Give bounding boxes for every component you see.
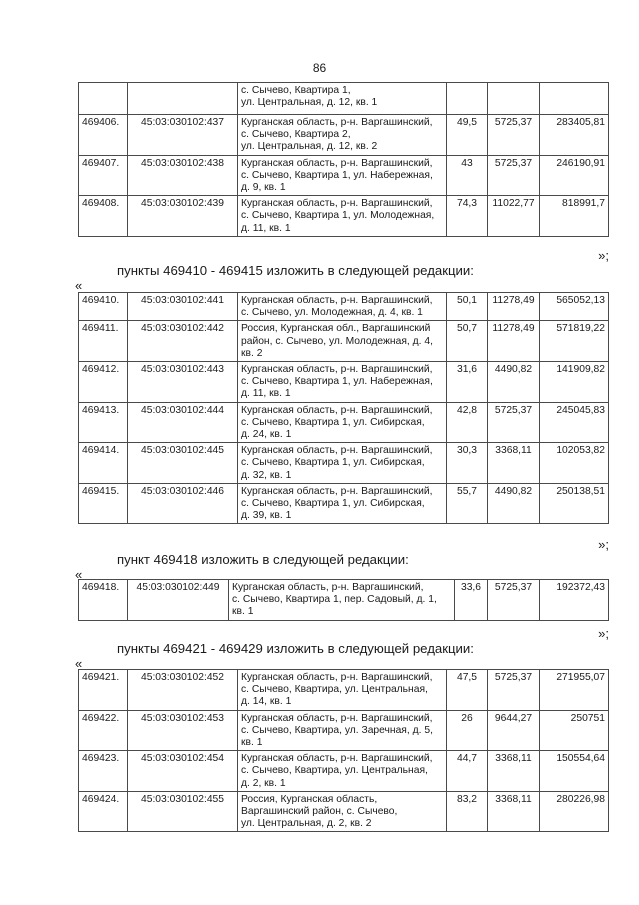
cadastral-cost-cell: 250138,51 [540,483,609,524]
area-cell: 50,7 [447,321,488,362]
address-line: с. Сычево, Квартира 1, ул. Сибирская, [241,498,425,510]
cadastral-cost-cell: 102053,82 [540,443,609,484]
cadastral-cost-cell: 818991,7 [540,196,609,237]
cadastral-number-cell: 45:03:030102:455 [128,791,238,832]
cadastral-number-cell: 45:03:030102:445 [128,443,238,484]
section-heading: пункты 469410 - 469415 изложить в следующей редакции: [117,263,474,278]
address-line: с. Сычево, Квартира 1, ул. Сибирская, [241,457,425,469]
cadastral-price-cell: 4490,82 [488,483,540,524]
row-number-cell: 469423. [79,751,128,792]
address-cell [238,483,447,524]
cadastral-price-cell: 9644,27 [488,710,540,751]
table-row [79,443,609,484]
area-cell: 31,6 [447,362,488,403]
cadastral-cost-cell: 150554,64 [540,751,609,792]
address-line: с. Сычево, Квартира, ул. Центральная, [241,684,428,696]
area-cell: 44,7 [447,751,488,792]
address-line: Курганская область, р-н. Варгашинский, [241,672,433,683]
address-line: Курганская область, р-н. Варгашинский, [241,753,433,765]
table-row [79,791,609,832]
row-number-cell: 469414. [79,443,128,484]
area-cell: 26 [447,710,488,751]
address-cell [238,751,447,792]
address-line: ул. Центральная, д. 12, кв. 2 [241,141,378,153]
address-line: Курганская область, р-н. Варгашинский, [241,485,433,497]
cadastral-cell [128,83,238,115]
table-row [79,196,609,237]
address-line: Варгашинский район, с. Сычево, [241,806,398,818]
area-cell: 30,3 [447,443,488,484]
address-line: с. Сычево, Квартира 1, ул. Сибирская, [241,416,425,428]
address-line: Курганская область, р-н. Варгашинский, [241,404,433,416]
cadastral-number-cell: 45:03:030102:443 [128,362,238,403]
row-number-cell: 469413. [79,402,128,443]
cadastral-number-cell: 45:03:030102:454 [128,751,238,792]
cadastral-number-cell: 45:03:030102:453 [128,710,238,751]
address-line: д. 2, кв. 1 [241,777,286,789]
address-line: с. Сычево, Квартира, ул. Центральная, [241,765,428,777]
row-number-cell: 469410. [79,293,128,321]
cadastral-price-cell: 11278,49 [488,293,540,321]
address-cell [238,791,447,832]
closing-quote: »; [598,626,609,641]
cadastral-number-cell: 45:03:030102:441 [128,293,238,321]
address-line: Россия, Курганская обл., Варгашинский [241,323,431,335]
address-cell [238,115,447,156]
cadastral-number-cell: 45:03:030102:439 [128,196,238,237]
area-cell: 50,1 [447,293,488,321]
table-row [79,670,609,711]
address-cell [238,402,447,443]
row-number-cell: 469415. [79,483,128,524]
address-line: д. 32, кв. 1 [241,469,292,481]
cadastral-price-cell: 5725,37 [488,155,540,196]
address-line: с. Сычево, Квартира, ул. Заречная, д. 5, [241,724,433,736]
address-line: кв. 1 [232,606,254,618]
row-number-cell: 469421. [79,670,128,711]
table-row [79,155,609,196]
closing-quote: »; [598,248,609,263]
cadastral-number-cell: 45:03:030102:449 [128,580,229,621]
area-cell: 49,5 [447,115,488,156]
address-line: с. Сычево, ул. Молодежная, д. 4, кв. 1 [241,307,423,319]
address-line: Курганская область, р-н. Варгашинский, [241,712,433,724]
page-number: 86 [312,61,327,75]
cadastral-cost-cell: 250751 [540,710,609,751]
cadastral-cost-cell: 141909,82 [540,362,609,403]
cadastral-number-cell: 45:03:030102:442 [128,321,238,362]
cadastral-number-cell: 45:03:030102:452 [128,670,238,711]
cadastral-price-cell: 5725,37 [488,115,540,156]
table-row [79,483,609,524]
address-cell [238,443,447,484]
cadastral-number-cell: 45:03:030102:437 [128,115,238,156]
address-line: с. Сычево, Квартира 1, [241,85,351,96]
cadastral-cost-cell: 571819,22 [540,321,609,362]
closing-quote: »; [598,537,609,552]
address-cell [229,580,455,621]
table-row [79,321,609,362]
table-row [79,580,609,621]
cadastral-cost-cell: 246190,91 [540,155,609,196]
address-cell [238,293,447,321]
table-row [79,710,609,751]
address-line: д. 14, кв. 1 [241,696,292,708]
cadastral-price-cell: 3368,11 [488,791,540,832]
address-line: д. 9, кв. 1 [241,182,286,194]
address-line: д. 39, кв. 1 [241,510,292,522]
area-cell: 83,2 [447,791,488,832]
address-cell [238,155,447,196]
address-line: кв. 1 [241,737,263,749]
address-line: с. Сычево, Квартира 1, ул. Молодежная, [241,210,435,222]
section-heading: пункты 469421 - 469429 изложить в следующей редакции: [117,641,474,656]
address-line: д. 11, кв. 1 [241,222,291,234]
address-line: д. 24, кв. 1 [241,429,292,441]
property-table-3 [78,579,609,621]
address-cell [238,710,447,751]
address-cell [238,83,447,115]
address-line: кв. 2 [241,347,263,359]
property-table-4 [78,669,609,832]
cadastral-price-cell: 11022,77 [488,196,540,237]
cadastral-price-cell: 3368,11 [488,751,540,792]
table-row [79,362,609,403]
address-line: ул. Центральная, д. 2, кв. 2 [241,818,372,830]
address-line: Курганская область, р-н. Варгашинский, [241,295,433,306]
cadastral-price-cell: 4490,82 [488,362,540,403]
cadastral-number-cell: 45:03:030102:444 [128,402,238,443]
table-row [79,402,609,443]
area-cell: 47,5 [447,670,488,711]
address-line: Курганская область, р-н. Варгашинский, [232,582,424,593]
cadastral-cost-cell: 565052,13 [540,293,609,321]
cadastral-price-cell: 11278,49 [488,321,540,362]
address-line: Курганская область, р-н. Варгашинский, [241,445,433,457]
row-number-cell: 469411. [79,321,128,362]
address-line: с. Сычево, Квартира 1, ул. Набережная, [241,169,433,181]
area-cell: 74,3 [447,196,488,237]
table-row [79,115,609,156]
num-cell [79,83,128,115]
area-cell: 55,7 [447,483,488,524]
table-row [79,751,609,792]
address-line: Россия, Курганская область, [241,793,378,805]
cadastral-price-cell: 5725,37 [488,402,540,443]
address-cell [238,362,447,403]
address-cell [238,196,447,237]
opening-quote: « [75,656,83,671]
row-number-cell: 469408. [79,196,128,237]
table-row [79,83,609,115]
address-line: с. Сычево, Квартира 2, [241,129,351,141]
address-line: Курганская область, р-н. Варгашинский, [241,364,433,376]
address-line: ул. Центральная, д. 12, кв. 1 [241,97,378,109]
cadastral-price-cell: 3368,11 [488,443,540,484]
opening-quote: « [75,567,83,582]
cadastral-cost-cell: 192372,43 [540,580,609,621]
cadastral-cost-cell: 283405,81 [540,115,609,156]
address-line: д. 11, кв. 1 [241,388,291,400]
property-table-2 [78,292,609,524]
cadastral-price-cell: 5725,37 [488,580,540,621]
cadastral-number-cell: 45:03:030102:446 [128,483,238,524]
price-cell [488,83,540,115]
address-line: Курганская область, р-н. Варгашинский, [241,157,433,169]
row-number-cell: 469418. [79,580,128,621]
address-line: с. Сычево, Квартира 1, пер. Садовый, д. 1, [232,594,437,606]
address-cell [238,670,447,711]
row-number-cell: 469422. [79,710,128,751]
row-number-cell: 469412. [79,362,128,403]
area-cell [447,83,488,115]
address-line: Курганская область, р-н. Варгашинский, [241,198,433,210]
cadastral-cost-cell: 245045,83 [540,402,609,443]
row-number-cell: 469424. [79,791,128,832]
cadastral-cost-cell: 280226,98 [540,791,609,832]
property-table-1 [78,82,609,237]
address-cell [238,321,447,362]
address-line: с. Сычево, Квартира 1, ул. Набережная, [241,376,433,388]
table-row [79,293,609,321]
cost-cell [540,83,609,115]
opening-quote: « [75,278,83,293]
cadastral-price-cell: 5725,37 [488,670,540,711]
section-heading: пункт 469418 изложить в следующей редакции: [117,552,409,567]
cadastral-number-cell: 45:03:030102:438 [128,155,238,196]
area-cell: 43 [447,155,488,196]
cadastral-cost-cell: 271955,07 [540,670,609,711]
row-number-cell: 469406. [79,115,128,156]
address-line: район, с. Сычево, ул. Молодежная, д. 4, [241,335,433,347]
area-cell: 33,6 [455,580,488,621]
row-number-cell: 469407. [79,155,128,196]
address-line: Курганская область, р-н. Варгашинский, [241,117,433,128]
area-cell: 42,8 [447,402,488,443]
